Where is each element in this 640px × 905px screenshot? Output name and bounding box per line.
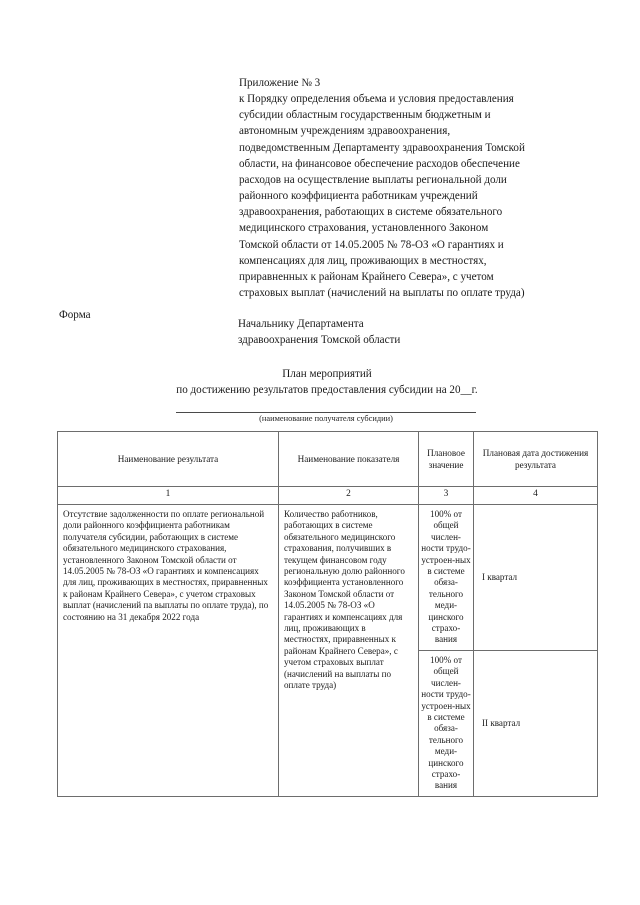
addressee-block <box>238 316 538 348</box>
appendix-line: области, на финансовое обеспечение расходов обеспечение <box>239 157 520 170</box>
column-header-result-name: Наименование результата <box>58 432 279 487</box>
appendix-line: районного коэффициента работникам учреждений <box>239 190 478 203</box>
form-label: Форма <box>59 309 91 321</box>
appendix-line: к Порядку определения объема и условия предоставления <box>239 93 514 106</box>
column-number: 4 <box>474 487 598 505</box>
page-title <box>57 366 597 398</box>
appendix-line: здравоохранения, работающих в системе обязательного <box>239 206 503 219</box>
cell-planned-date: I квартал <box>474 505 598 651</box>
column-header-indicator-name: Наименование показателя <box>279 432 419 487</box>
cell-indicator-name: Количество работников, работающих в системе обязательного медицинского страхования, получивших в текущем финансовом году региональную долю районного коэффициента установленного Законом Томской области от 14.05.2005 № 78-ОЗ «О гарантиях и компенсациях для лиц, проживающих в местностях, приравненных к районам Крайнего Севера», с учетом страховых выплат (начислений на выплаты по оплате труда) <box>279 505 419 797</box>
appendix-line: приравненных к районам Крайнего Севера», с учетом <box>239 270 494 283</box>
title-line: по достижению результатов предоставления субсидии на 20__г. <box>176 384 478 397</box>
appendix-reference-block <box>239 75 601 301</box>
appendix-line: страховых выплат (начислений на выплаты по оплате труда) <box>239 287 525 300</box>
cell-planned-value: 100% от общей числен-ности трудо-устроен-ных в системе обяза-тельного меди-цинского страхо-вания <box>419 650 474 796</box>
appendix-line: Приложение № 3 <box>239 77 321 89</box>
column-header-planned-value: Плановое значение <box>419 432 474 487</box>
cell-planned-value: 100% от общей числен-ности трудо-устроен-ных в системе обяза-тельного меди-цинского страхо-вания <box>419 505 474 651</box>
title-line: План мероприятий <box>282 368 372 380</box>
column-number: 3 <box>419 487 474 505</box>
addressee-line: Начальнику Департамента <box>238 318 364 330</box>
addressee-line: здравоохранения Томской области <box>238 334 401 347</box>
table-column-number-row <box>58 487 598 505</box>
appendix-line: расходов на осуществление выплаты региональной доли <box>239 173 507 186</box>
cell-result-name: Отсутствие задолженности по оплате региональной доли районного коэффициента работникам получателя субсидии, работающих в системе обязательного медицинского страхования, установленного Законом Томской области от 14.05.2005 № 78-ОЗ «О гарантиях и компенсациях для лиц, проживающих в местностях, приравненных к районам Крайнего Севера», с учетом страховых выплат (начислений па выплаты по оплате труда), по состоянию на 31 декабря 2022 года <box>58 505 279 797</box>
plan-table <box>57 431 598 797</box>
appendix-line: Томской области от 14.05.2005 № 78-ОЗ «О гарантиях и <box>239 238 504 251</box>
column-header-planned-date: Плановая дата достижения результата <box>474 432 598 487</box>
appendix-line: автономным учреждениям здравоохранения, <box>239 125 451 138</box>
cell-planned-date: II квартал <box>474 650 598 796</box>
table-header-row <box>58 432 598 487</box>
column-number: 1 <box>58 487 279 505</box>
column-number: 2 <box>279 487 419 505</box>
table-row <box>58 505 598 651</box>
appendix-line: медицинского страхования, установленного Законом <box>239 222 489 235</box>
recipient-name-caption: (наименование получателя субсидии) <box>259 414 393 423</box>
appendix-line: подведомственным Департаменту здравоохранения Томской <box>239 141 525 154</box>
appendix-line: субсидии областным государственным бюджетным и <box>239 109 491 122</box>
appendix-line: компенсациях для лиц, проживающих в местностях, <box>239 254 487 267</box>
